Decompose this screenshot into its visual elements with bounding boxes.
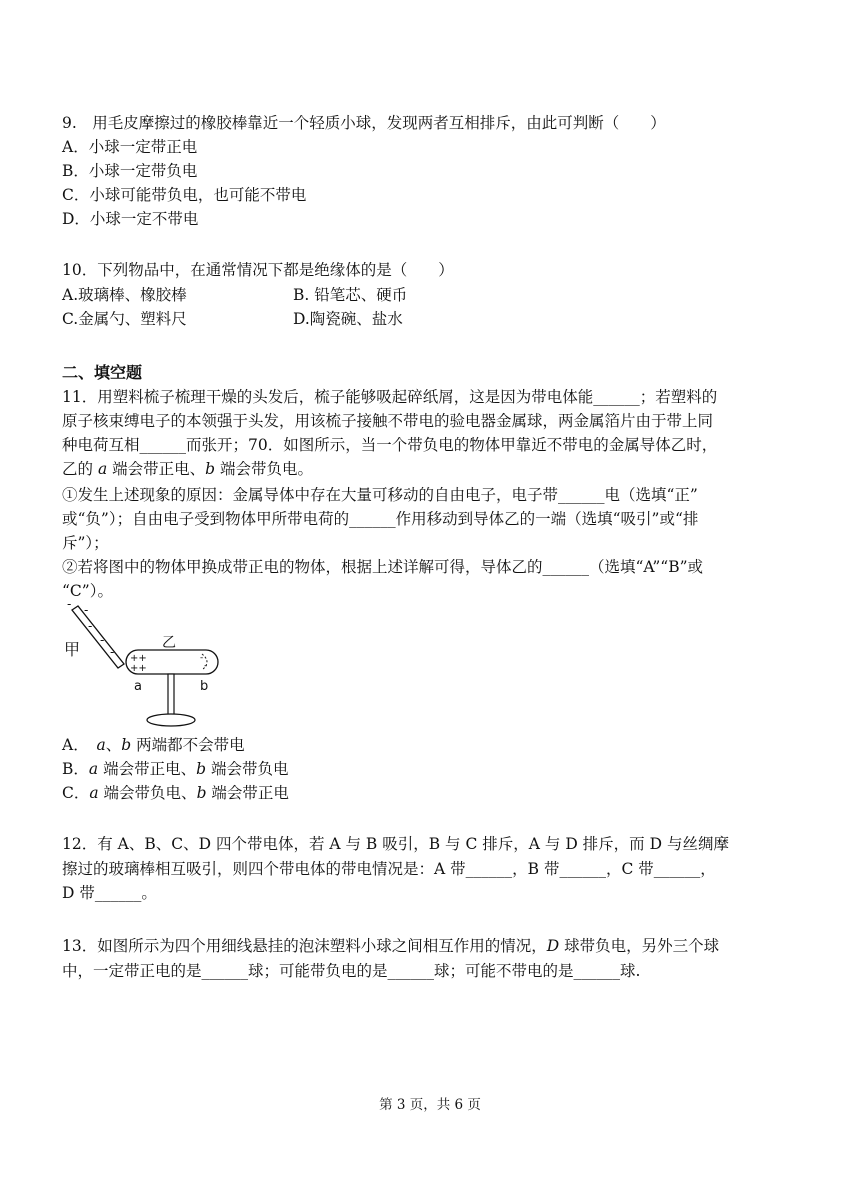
q10-option-b: B. 铅笔芯、硬币 — [293, 286, 408, 304]
stand-post — [168, 674, 174, 716]
q9-stem: 9. 用毛皮摩擦过的橡胶棒靠近一个轻质小球，发现两者互相排斥，由此可判断（ ） — [62, 114, 666, 132]
q11-line-9: “C”）。 — [62, 582, 113, 600]
stand-base — [147, 714, 195, 726]
minus-sign: - — [204, 661, 208, 671]
conductor-figure — [62, 600, 232, 730]
q9-option-d: D．小球一定不带电 — [62, 210, 199, 228]
q11-line-4: 乙的 a 端会带正电、b 端会带负电。 — [62, 460, 313, 478]
minus-sign: - — [100, 633, 105, 647]
minus-sign: - — [84, 603, 89, 617]
minus-sign: - — [110, 645, 115, 659]
q12-line-3: D 带______。 — [62, 884, 157, 902]
q11-line-1: 11．用塑料梳子梳理干燥的头发后，梳子能够吸起碎纸屑，这是因为带电体能______；若塑料的 — [62, 388, 718, 406]
q9-option-c: C．小球可能带负电，也可能不带电 — [62, 186, 307, 204]
label-yi: 乙 — [162, 635, 176, 651]
label-jia: 甲 — [64, 640, 81, 659]
q11-line-6: 或“负”）；自由电子受到物体甲所带电荷的______作用移动到导体乙的一端（选填“吸引”或“排 — [62, 510, 699, 528]
q13-line-1: 13．如图所示为四个用细线悬挂的泡沫塑料小球之间相互作用的情况，D 球带负电，另外三个球 — [62, 937, 720, 955]
page-footer: 第 3 页，共 6 页 — [379, 1097, 481, 1113]
plus-signs: ++ — [130, 663, 147, 674]
q11-option-a: A． a、b 两端都不会带电 — [62, 736, 245, 754]
q10-option-c: C.金属勺、塑料尺 — [62, 310, 187, 328]
q11-option-c: C．a 端会带负电、b 端会带正电 — [62, 784, 289, 802]
q9-option-b: B．小球一定带负电 — [62, 162, 198, 180]
q11-option-b: B．a 端会带正电、b 端会带负电 — [62, 760, 289, 778]
q12-line-1: 12．有 A、B、C、D 四个带电体，若 A 与 B 吸引，B 与 C 排斥，A 与 D 排斥，而 D 与丝绸摩 — [62, 835, 729, 853]
q10-option-d: D.陶瓷碗、盐水 — [293, 310, 403, 328]
q10-option-a: A.玻璃棒、橡胶棒 — [62, 286, 187, 304]
q10-stem: 10．下列物品中，在通常情况下都是绝缘体的是（ ） — [62, 261, 454, 279]
q11-line-8: ②若将图中的物体甲换成带正电的物体，根据上述详解可得，导体乙的______（选填“A”“B”或 — [62, 558, 704, 576]
q11-line-2: 原子核束缚电子的本领强于头发，用该梳子接触不带电的验电器金属球，两金属箔片由于带上同 — [62, 412, 714, 430]
minus-sign: - — [67, 600, 72, 611]
label-b: b — [200, 679, 209, 694]
q11-line-7: 斥”）； — [62, 534, 109, 552]
section-title: 二、填空题 — [62, 363, 143, 382]
q9-option-a: A．小球一定带正电 — [62, 138, 198, 156]
q11-line-3: 种电荷互相______而张开；70．如图所示，当一个带负电的物体甲靠近不带电的金属导体乙时， — [62, 436, 718, 454]
plus-signs: ++ — [130, 653, 147, 664]
q11-line-5: ①发生上述现象的原因：金属导体中存在大量可移动的自由电子，电子带______电（选填“正” — [62, 486, 698, 504]
label-a: a — [134, 679, 142, 694]
minus-sign: - — [200, 653, 204, 663]
q13-line-2: 中，一定带正电的是______球；可能带负电的是______球；可能不带电的是______球. — [62, 962, 641, 980]
q12-line-2: 擦过的玻璃棒相互吸引，则四个带电体的带电情况是：A 带______，B 带______，C 带______， — [62, 860, 716, 878]
minus-sign: - — [88, 619, 93, 633]
